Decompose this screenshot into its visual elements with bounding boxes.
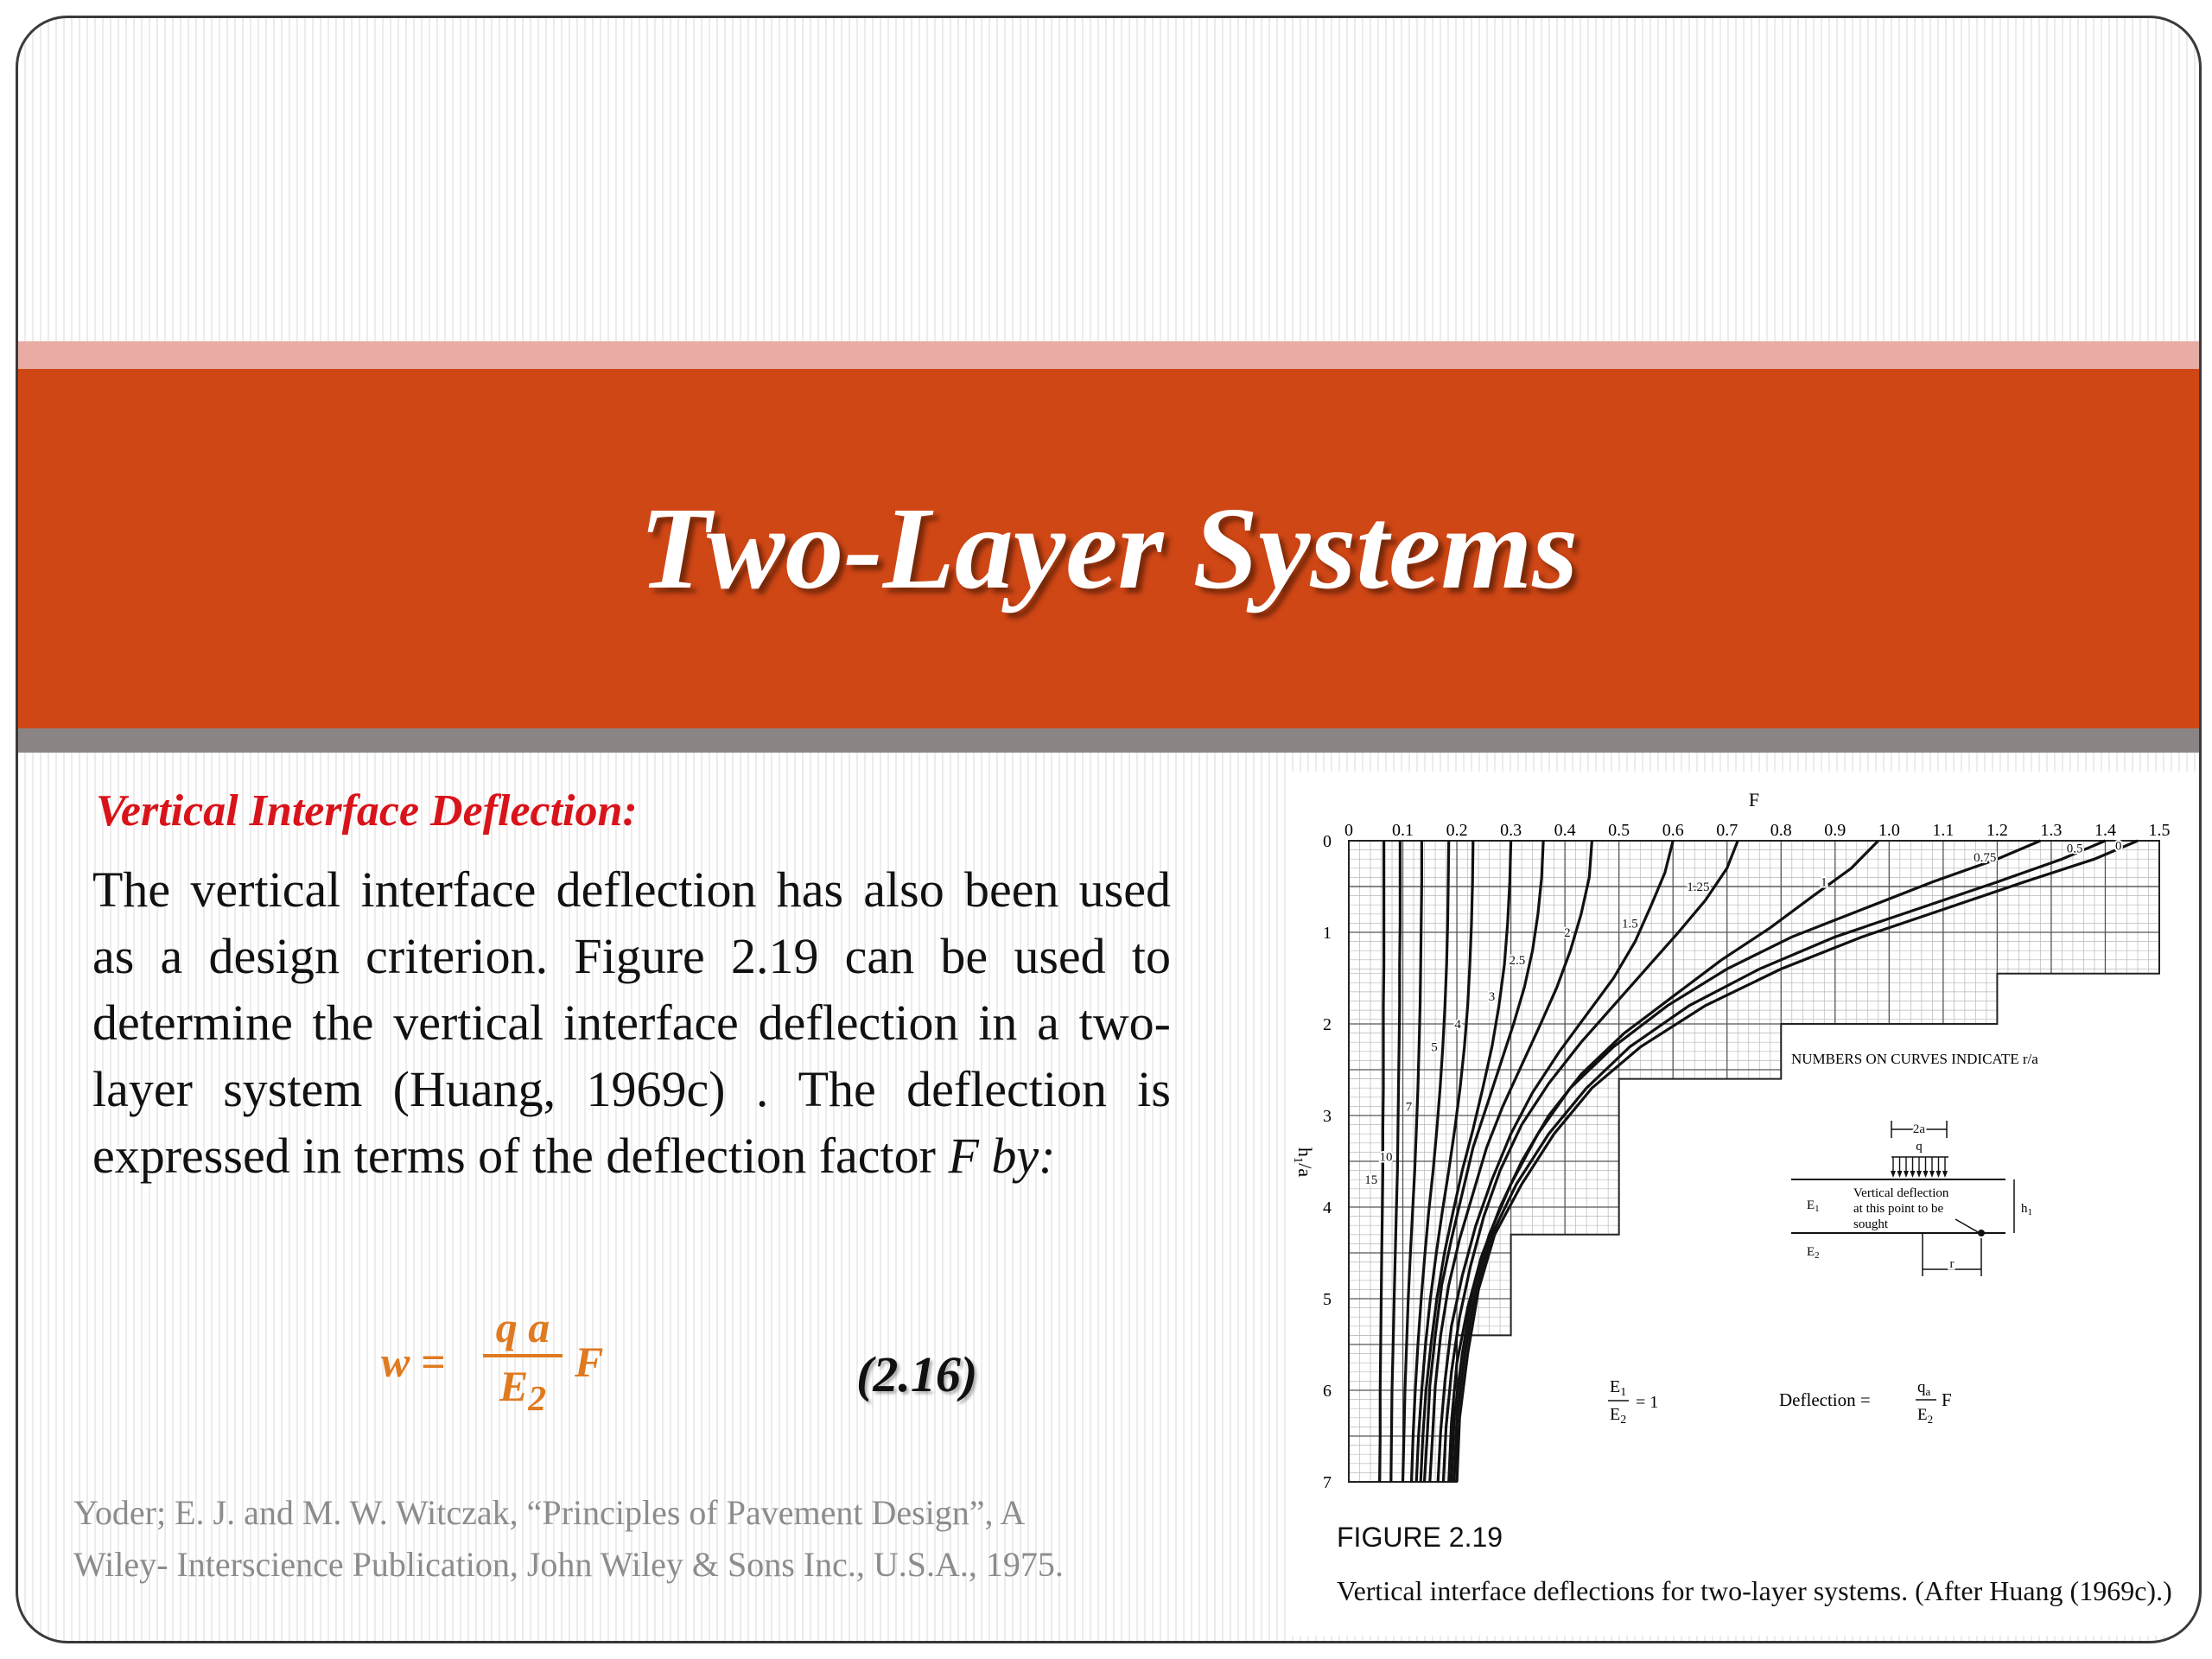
slide [16, 16, 2202, 1643]
body-paragraph [92, 856, 1171, 1189]
load-arrow-head [1929, 1171, 1935, 1178]
curve-label: 1.25 [1687, 880, 1710, 894]
title-band-underline [18, 728, 2199, 753]
curve-label: 1 [1821, 875, 1827, 890]
formula-denominator: $E_2$ [499, 1362, 547, 1419]
load-arrow-head [1897, 1171, 1903, 1178]
x-tick-label: 1.2 [1986, 821, 2008, 840]
reference-line-2: Wiley- Interscience Publication, John Wiley & Sons Inc., U.S.A., 1975. [73, 1545, 1064, 1584]
x-tick-label: 0.9 [1824, 821, 1847, 840]
y-tick-label: 2 [1323, 1015, 1332, 1034]
x-tick-label: 0.8 [1770, 821, 1792, 840]
y-tick-label: 1 [1323, 924, 1332, 943]
equation-number: (2.16) [856, 1346, 978, 1402]
deflection-equation [1779, 1378, 1952, 1426]
formula-fraction [483, 1302, 563, 1420]
inset-width-label: 2a [1912, 1122, 1926, 1136]
y-tick-label: 7 [1323, 1473, 1332, 1492]
svg-text:E2: $E_2$ [1917, 1406, 1934, 1426]
curve-label: 0.75 [1974, 851, 1997, 866]
formula-rhs: F [575, 1338, 604, 1386]
body-text: The vertical interface deflection has also been used as a design criterion. Figure 2.19 can be used to determine the vertical interface deflection in a two-layer system (Huang, 1969c) . The deflection is expressed in terms of the deflection factor [92, 861, 1171, 1184]
load-arrow-head [1910, 1171, 1916, 1178]
y-tick-label: 4 [1323, 1198, 1332, 1217]
x-tick-label: 0.3 [1500, 821, 1522, 840]
curve-label: 15 [1364, 1173, 1378, 1188]
deflection-chart [1288, 772, 2196, 1515]
svg-text:F: F [1942, 1389, 1952, 1410]
inset-layer-1: $E_1$ [1807, 1198, 1820, 1214]
body-text-italic: F by: [948, 1128, 1056, 1184]
load-arrow-head [1936, 1171, 1942, 1178]
svg-text:qa: $q_a$ [1917, 1378, 1931, 1398]
curve-label: 10 [1379, 1150, 1393, 1165]
load-arrow-head [1942, 1171, 1948, 1178]
x-tick-label: 0.7 [1716, 821, 1738, 840]
modulus-ratio [1608, 1377, 1658, 1427]
y-tick-label: 5 [1323, 1290, 1332, 1309]
x-tick-label: 1.3 [2040, 821, 2063, 840]
load-arrow-head [1916, 1171, 1922, 1178]
inset-note-line-1: Vertical deflection [1853, 1186, 1949, 1200]
inset-thickness: $h_1$ [2021, 1202, 2032, 1217]
load-arrow-head [1923, 1171, 1929, 1178]
inset-diagram [1791, 1121, 2032, 1276]
y-axis-title: $h_1/a$ [1291, 1147, 1316, 1178]
curve-label: 2.5 [1509, 953, 1526, 968]
y-tick-label: 3 [1323, 1107, 1332, 1126]
title-band-accent [18, 341, 2199, 369]
x-tick-label: 0.1 [1392, 821, 1414, 840]
figure-label: FIGURE 2.19 [1337, 1522, 1503, 1553]
curve-label: 0.5 [2066, 842, 2083, 856]
curve-label: 0 [2114, 839, 2122, 854]
svg-text:E1: $E_1$ [1610, 1377, 1627, 1399]
inset-layer-2: $E_2$ [1807, 1245, 1820, 1261]
formula-numerator: q a [483, 1302, 563, 1357]
chart-note: NUMBERS ON CURVES INDICATE r/a [1791, 1051, 2038, 1067]
inset-note-line-2: at this point to be [1853, 1202, 1944, 1216]
x-axis-title: F [1748, 789, 1760, 810]
inset-note-line-3: sought [1853, 1217, 1889, 1231]
svg-text:E2: $E_2$ [1610, 1405, 1627, 1427]
x-tick-label: 0.2 [1446, 821, 1468, 840]
x-tick-label: 0 [1344, 821, 1353, 840]
x-tick-label: 1.1 [1932, 821, 1955, 840]
curve-label: 7 [1405, 1100, 1413, 1115]
load-arrow-head [1904, 1171, 1909, 1178]
x-tick-label: 0.6 [1662, 821, 1684, 840]
curve-label: 4 [1454, 1018, 1461, 1032]
section-subheading: Vertical Interface Deflection: [96, 786, 638, 836]
reference [73, 1487, 1214, 1591]
inset-load-label: q [1916, 1140, 1923, 1154]
figure-caption: Vertical interface deflections for two-layer systems. (After Huang (1969c).) [1337, 1575, 2172, 1606]
curve-label: 3 [1488, 990, 1496, 1005]
svg-text:Deflection =: Deflection = [1779, 1389, 1871, 1410]
formula-lhs: w = [381, 1338, 446, 1386]
x-tick-label: 0.4 [1554, 821, 1576, 840]
x-tick-label: 1.0 [1878, 821, 1900, 840]
y-tick-label: 6 [1323, 1382, 1332, 1401]
inset-radius: r [1949, 1257, 1955, 1271]
curve-label: 2 [1564, 926, 1571, 940]
reference-line-1: Yoder; E. J. and M. W. Witczak, “Principles of Pavement Design”, A [73, 1493, 1026, 1532]
svg-text:= 1: = 1 [1636, 1393, 1659, 1412]
x-tick-label: 0.5 [1608, 821, 1630, 840]
curve-label: 1.5 [1622, 917, 1638, 931]
x-tick-label: 1.5 [2148, 821, 2171, 840]
x-tick-label: 1.4 [2094, 821, 2116, 840]
load-arrow-head [1891, 1171, 1896, 1178]
slide-title: Two-Layer Systems [639, 484, 1579, 613]
y-tick-label: 0 [1323, 832, 1332, 851]
inset-load-arrows [1891, 1157, 1948, 1178]
figure-2-19 [1288, 772, 2196, 1636]
curve-label: 5 [1431, 1040, 1438, 1055]
